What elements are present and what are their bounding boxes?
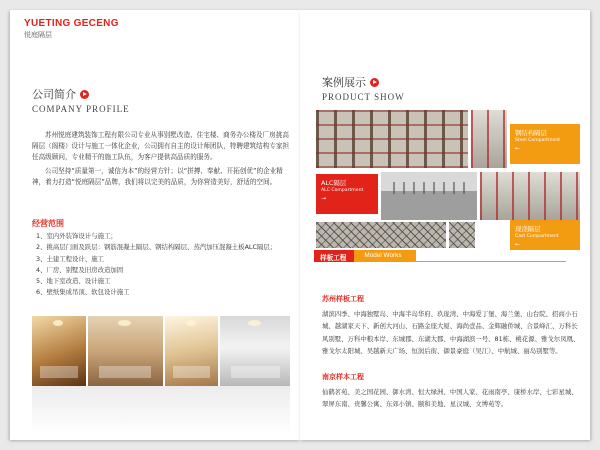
company-title-en: COMPANY PROFILE <box>32 104 130 114</box>
tile-label-en: Cast Compartment <box>515 234 559 239</box>
list-item: 2、挑高层门面及跃层：钢筋混凝土隔层、钢结构隔层、蒸汽加压混凝土板ALC隔层； <box>36 243 277 252</box>
product-title-cn: 案例展示 <box>322 76 366 89</box>
tile-label-cn: ALC隔层 <box>321 179 347 187</box>
brand-name-en: YUETING GECENG <box>24 18 119 29</box>
product-title-en: PRODUCT SHOW <box>322 92 405 102</box>
arrow-right-icon: → <box>321 195 327 202</box>
list-item: 6、壁纸集成吊顶、软包设计施工 <box>36 288 130 297</box>
suzhou-text: 湖滨四季、中海独墅岛、中海半岛华府、玖珑湾、中海爱丁堡、海兰堡、山台院、招商小石城、越湖家天下、新创大河山、石路金座大厦、海尚壹品、金辉融侨城、合景峰汇、万科长风别墅、万科中粮本岸、东城郡、东湖大郡、中海湖滨一号、81栋、桃花源、雅戈尔凤凰、雅戈尔太阳城、吴越新天广场、恒润后街、御景豪庭（吴江）、中航城、丽岛别墅等。 <box>322 310 580 356</box>
tile-label-en: ALC Compartment <box>321 188 364 193</box>
tile-cast-compartment <box>510 220 580 250</box>
nanjing-projects <box>322 372 580 411</box>
list-item: 4、厂房、别墅及旧房改造加固 <box>36 265 124 274</box>
arrow-left-icon: ← <box>515 241 521 248</box>
suzhou-projects <box>322 294 580 358</box>
rebar-photo <box>316 222 446 248</box>
nanjing-text: 仙鹤茗苑、美之国花园、御水湾、恒大绿洲、中国人家、花雨南亭、康桥水岸、七彩星城、翠屏东南、贵馨公寓、东郊小镇、颐和美地、星汉城、文博苑等。 <box>322 388 578 409</box>
play-arrow-icon <box>370 78 379 87</box>
company-title-cn: 公司简介 <box>32 88 76 101</box>
brand-logo <box>24 18 119 40</box>
business-scope-list <box>36 231 286 299</box>
model-works-bar <box>314 250 566 262</box>
list-item: 3、土建工程设计、施工 <box>36 254 104 263</box>
company-profile-heading <box>32 86 130 114</box>
suzhou-title: 苏州样板工程 <box>322 295 364 303</box>
model-works-label-en: Model Works <box>354 250 415 262</box>
left-page <box>10 10 300 440</box>
brand-name-cn: 悦庭隔层 <box>24 31 52 39</box>
rebar-photo <box>449 222 475 248</box>
model-works-label-cn: 样板工程 <box>314 250 354 262</box>
ceiling-beam-photo <box>480 172 580 220</box>
tile-label-en: Steel Compartment <box>515 138 561 143</box>
interior-photo-strip <box>32 316 290 386</box>
tile-label-cn: 现浇隔层 <box>515 225 541 233</box>
interior-photo <box>165 316 219 386</box>
sketch-decoration <box>32 386 290 434</box>
interior-photo <box>88 316 163 386</box>
product-show-heading <box>322 74 405 102</box>
tile-label-cn: 钢结构隔层 <box>515 129 547 137</box>
steel-beam-photo <box>471 110 507 168</box>
steel-structure-photo <box>316 110 468 168</box>
arrow-left-icon: ← <box>515 145 521 152</box>
list-item: 5、地下室改造、设计施工 <box>36 277 111 286</box>
alc-room-photo <box>381 172 477 220</box>
list-item: 1、室内外装饰设计与施工； <box>36 232 117 240</box>
company-intro <box>32 130 290 190</box>
business-scope-title: 经营范围 <box>32 219 64 228</box>
nanjing-title: 南京样本工程 <box>322 373 364 381</box>
intro-paragraph: 苏州悦庭建筑装饰工程有限公司专业从事别墅改造、住宅楼、商务办公楼及厂房挑高隔层（阁楼）设计与施工一体化企业，公司拥有自主的设计师团队，特聘建筑结构专家担任高级顾问，专业精干的施工队伍，为客户提供高品质的服务。 <box>32 131 290 162</box>
tile-steel-compartment <box>510 124 580 164</box>
interior-photo <box>32 316 86 386</box>
right-page <box>300 10 590 440</box>
tile-alc-compartment <box>316 174 378 214</box>
play-arrow-icon <box>80 90 89 99</box>
intro-paragraph: 公司坚持“质量第一，诚信为本”的经营方针；以“拼搏、奉献、开拓创优”的企业精神，着力打造“悦庭隔层”品牌，我们将以完美的品质，为你营造美好，舒适的空间。 <box>32 166 283 186</box>
interior-photo <box>220 316 290 386</box>
